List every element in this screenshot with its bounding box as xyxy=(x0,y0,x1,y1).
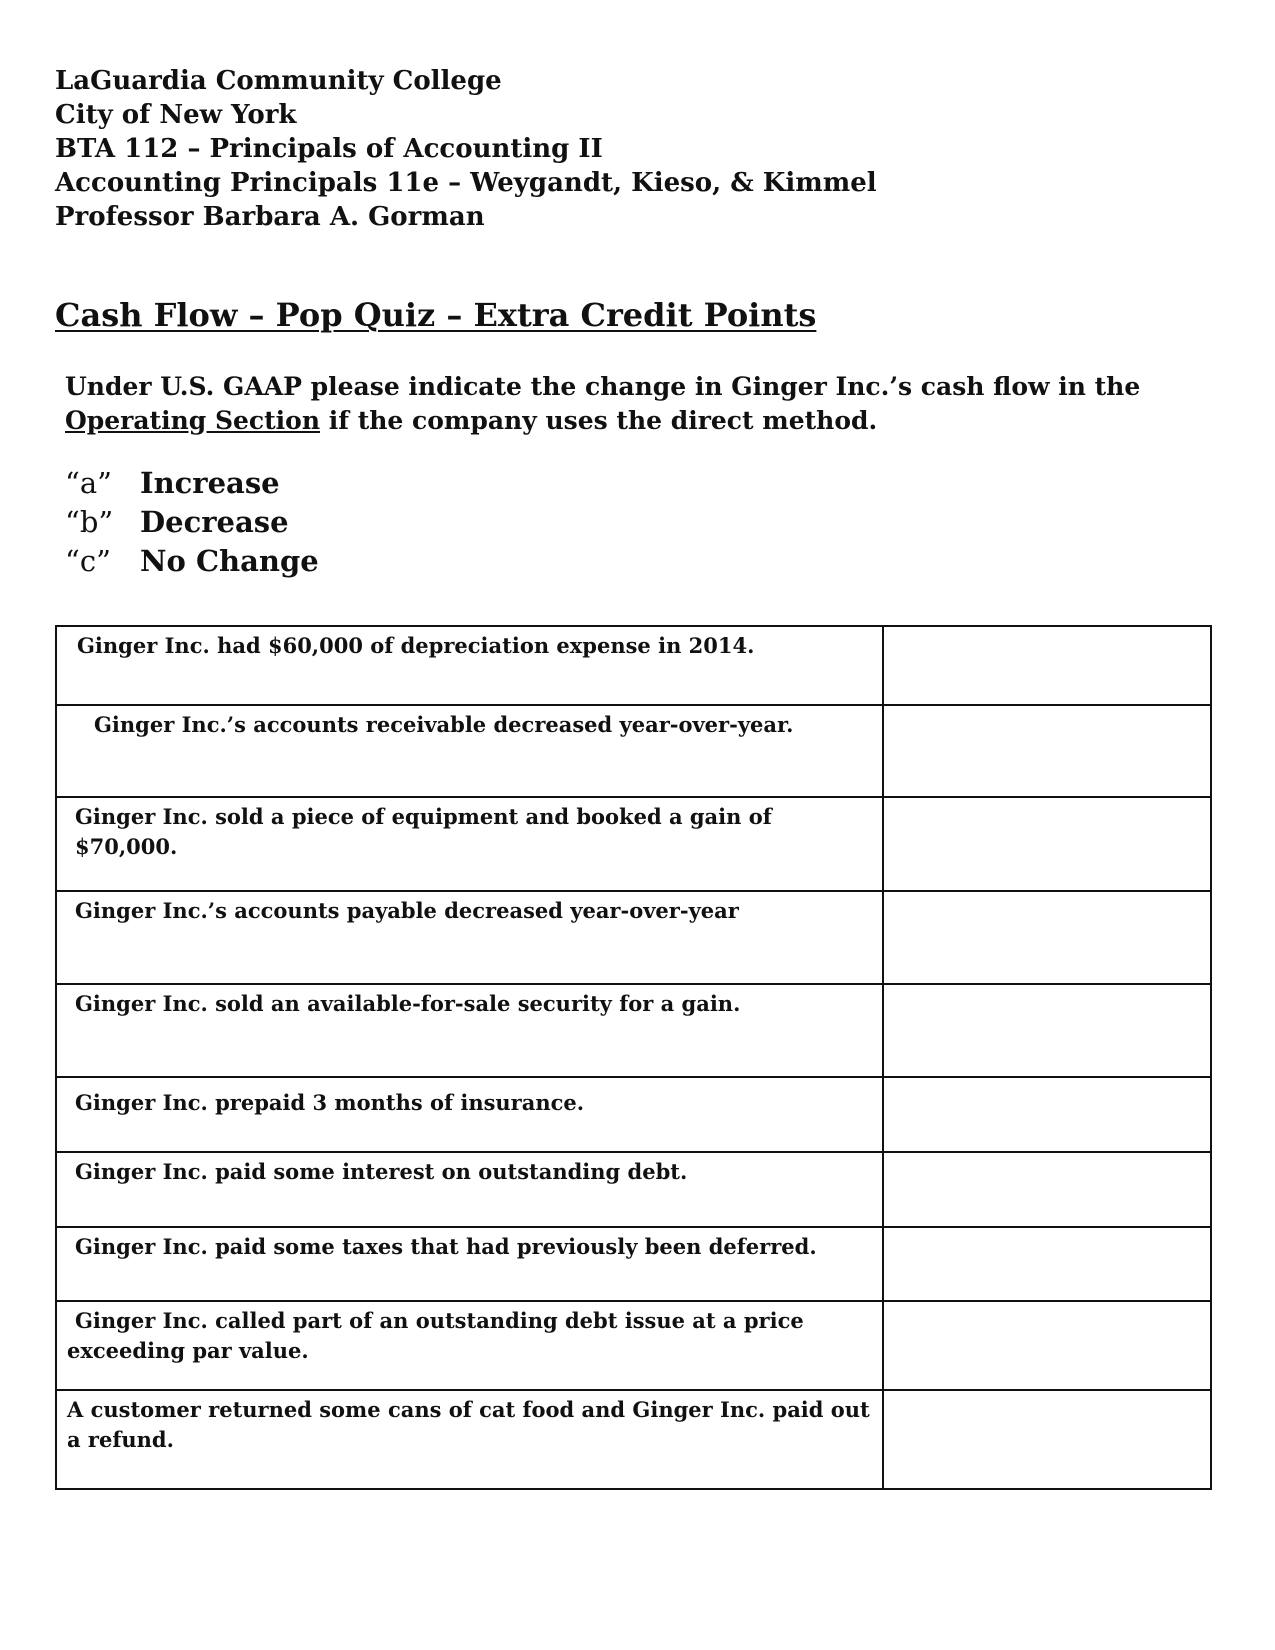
question-cell xyxy=(56,1301,883,1390)
table-row xyxy=(56,626,1211,705)
quiz-table xyxy=(55,625,1212,1490)
table-row xyxy=(56,1077,1211,1152)
quiz-instructions xyxy=(65,370,1185,438)
answer-cell[interactable] xyxy=(883,1077,1211,1152)
table-row xyxy=(56,1152,1211,1227)
question-cell xyxy=(56,984,883,1077)
answer-cell[interactable] xyxy=(883,891,1211,984)
answer-cell[interactable] xyxy=(883,626,1211,705)
answer-cell[interactable] xyxy=(883,1227,1211,1301)
question-text: Ginger Inc. prepaid 3 months of insurance. xyxy=(75,1090,585,1115)
option-c xyxy=(65,542,319,581)
option-b xyxy=(65,503,319,542)
option-label: No Change xyxy=(140,544,319,578)
question-text: A customer returned some cans of cat food and Ginger Inc. paid out a refund. xyxy=(67,1397,870,1452)
question-text: Ginger Inc.’s accounts receivable decreased year-over-year. xyxy=(94,712,794,737)
option-key: “a” xyxy=(65,466,112,500)
question-text: Ginger Inc. had $60,000 of depreciation expense in 2014. xyxy=(77,633,755,658)
table-row xyxy=(56,705,1211,797)
question-cell xyxy=(56,797,883,891)
option-key: “b” xyxy=(65,505,114,539)
option-key: “c” xyxy=(65,544,111,578)
question-cell xyxy=(56,1152,883,1227)
question-text: Ginger Inc.’s accounts payable decreased year-over-year xyxy=(75,898,739,923)
table-row xyxy=(56,891,1211,984)
city-name: City of New York xyxy=(55,100,297,130)
question-cell xyxy=(56,1227,883,1301)
professor-name: Professor Barbara A. Gorman xyxy=(55,202,485,232)
document-header xyxy=(55,64,877,234)
table-row xyxy=(56,1301,1211,1390)
answer-cell[interactable] xyxy=(883,1152,1211,1227)
question-text: Ginger Inc. paid some taxes that had previously been deferred. xyxy=(75,1234,817,1259)
table-row xyxy=(56,984,1211,1077)
table-row xyxy=(56,1227,1211,1301)
instructions-text-end: if the company uses the direct method. xyxy=(320,406,878,435)
instructions-text: Under U.S. GAAP please indicate the change in Ginger Inc.’s cash flow in the xyxy=(65,372,1141,401)
question-cell xyxy=(56,1390,883,1489)
answer-options xyxy=(65,464,319,581)
option-label: Decrease xyxy=(140,505,289,539)
answer-cell[interactable] xyxy=(883,984,1211,1077)
option-a xyxy=(65,464,319,503)
question-cell xyxy=(56,891,883,984)
question-text: Ginger Inc. called part of an outstanding debt issue at a price exceeding par value. xyxy=(67,1308,804,1363)
instructions-underlined-text: Operating Section xyxy=(65,406,321,435)
answer-cell[interactable] xyxy=(883,1390,1211,1489)
textbook-name: Accounting Principals 11e – Weygandt, Kieso, & Kimmel xyxy=(55,168,877,198)
college-name: LaGuardia Community College xyxy=(55,66,502,96)
table-row xyxy=(56,1390,1211,1489)
question-cell xyxy=(56,1077,883,1152)
answer-cell[interactable] xyxy=(883,705,1211,797)
answer-cell[interactable] xyxy=(883,797,1211,891)
question-cell xyxy=(56,626,883,705)
question-text: Ginger Inc. paid some interest on outstanding debt. xyxy=(75,1159,688,1184)
option-label: Increase xyxy=(140,466,280,500)
question-text: Ginger Inc. sold a piece of equipment and booked a gain of $70,000. xyxy=(75,804,772,859)
question-cell xyxy=(56,705,883,797)
answer-cell[interactable] xyxy=(883,1301,1211,1390)
table-row xyxy=(56,797,1211,891)
question-text: Ginger Inc. sold an available-for-sale security for a gain. xyxy=(75,991,741,1016)
quiz-title: Cash Flow – Pop Quiz – Extra Credit Points xyxy=(55,296,817,334)
course-name: BTA 112 – Principals of Accounting II xyxy=(55,134,603,164)
